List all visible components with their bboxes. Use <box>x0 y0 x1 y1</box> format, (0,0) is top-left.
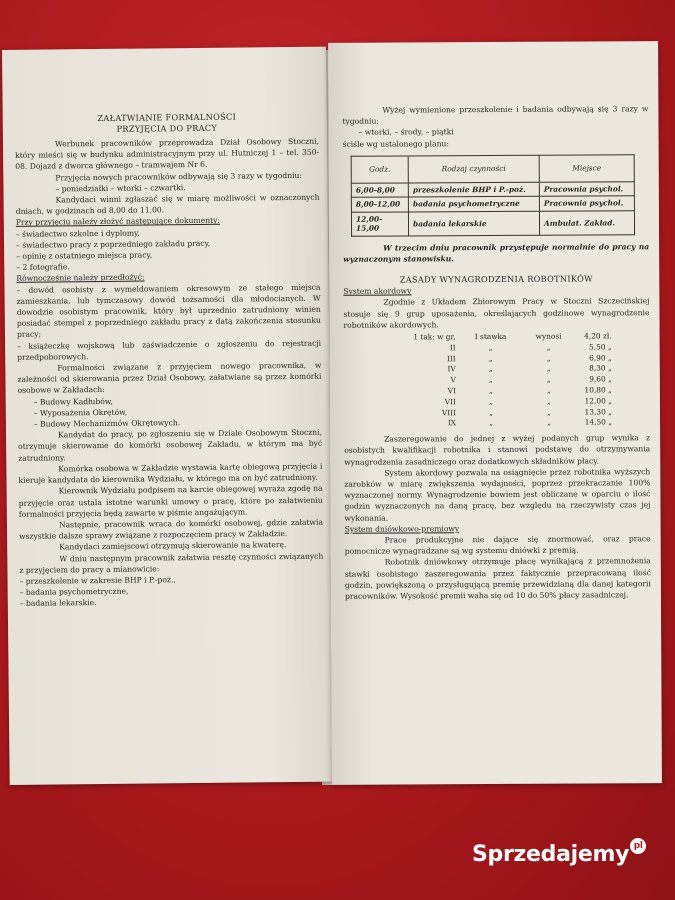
list-item: – badania lekarskie. <box>19 598 97 609</box>
list-item: – książeczkę wojskową lub zaświadczenie o zgłoszeniu do rejestracji przedpoborowych. <box>17 338 322 362</box>
rate-label: „ <box>488 353 493 363</box>
section-heading: Równocześnie należy przedłożyć: <box>16 272 145 284</box>
section-title: ZASADY WYNAGRODZENIA ROBOTNIKÓW <box>399 273 593 285</box>
rate-group: V <box>450 375 456 385</box>
rate-label: „ <box>488 396 493 406</box>
rate-verb: „ <box>546 385 551 395</box>
table-header: Godz. <box>351 156 408 183</box>
rate-value: 12,00 „ <box>584 396 612 406</box>
rate-group: III <box>446 353 456 363</box>
rate-verb: „ <box>547 407 551 417</box>
paragraph: Prace produkcyjne nie dające się znormować, oraz prace pomocnicze wynagradzane są wg systemu dniówki z premią. <box>344 534 651 557</box>
list-item: – świadectwo pracy z poprzedniego zakładu pracy, <box>15 238 211 250</box>
rate-label: „ <box>488 375 493 385</box>
list-item: – świadectwo szkolne i dyplomy, <box>15 228 140 239</box>
watermark-logo <box>472 842 646 867</box>
list-item: – Wyposażenia Okrętów, <box>33 407 128 418</box>
rate-verb: „ <box>546 374 551 384</box>
table-cell: badania lekarskie <box>408 211 539 236</box>
paragraph: ściśle wg ustalonego planu: <box>342 138 449 149</box>
right-page <box>328 41 662 785</box>
paragraph: Komórka osobowa w Zakładzie wystawia kartę obiegową przyjęcia i kieruje kandydata do kierownika Wydziału, w którego ma on być zatrudniony. <box>18 461 323 485</box>
rate-group: VIII <box>441 407 457 417</box>
table-row <box>351 196 634 212</box>
left-page <box>2 47 334 785</box>
rate-value: 9,60 „ <box>589 374 612 384</box>
list-item: – dowód osobisty z wymeldowaniem okresowym ze stałego miejsca zamieszkania, lub tymczasowy dowód tożsamości dla młodocianych. W dowodzie osobistym pracownik, który był uprzednio zatrudniony winien posiadać stempel z poprzedniego zakładu pracy z datą zakończenia stosunku pracy; <box>16 282 321 340</box>
rate-label: „ <box>488 386 493 396</box>
rate-value: 6,90 „ <box>589 353 612 363</box>
paragraph: Wyżej wymienione przeszkolenie i badania odbywają się 3 razy w tygodniu: <box>342 104 649 126</box>
rate-group: II <box>449 343 456 353</box>
rate-group: VII <box>444 397 456 407</box>
paragraph: Zgodnie z Układem Zbiorowym Pracy w Stoczni Szczecińskiej stosuje się 9 grup uposażenia, określających godzinowe wynagrodzenie robotników akordowych. <box>343 296 650 330</box>
paragraph: System akordowy pozwala na osiągnięcie przez robotnika wyższych zarobków w miarę zwiększenia wydajności, poprzez przekraczanie 100% wyznaczonej normy. Wynagrodzenie bowiem jest obliczane w oparciu o ilość godzin wyznaczonych na daną pracę, bez względu na rzeczywisty czas jej wykonania. <box>344 467 651 523</box>
table-cell: Pracownia psychol. <box>539 182 634 197</box>
section-heading: Przy przyjęciu należy złożyć następujące dokumenty: <box>15 216 221 228</box>
paragraph: Kandydaci winni zgłaszać się w miarę możliwości w oznaczonych dniach, w godzinach od 8,00 do 11,00. <box>15 192 320 217</box>
section-heading: System dniówkowo-premiowy <box>344 524 460 534</box>
rate-label: I stawka <box>474 331 507 342</box>
rate-group: 1 tak: w gr. <box>413 332 456 342</box>
rate-label: „ <box>488 342 493 352</box>
rate-value: 13,30 „ <box>584 406 613 417</box>
paragraph: Kandydat do pracy, po zgłoszeniu się w Dziale Osobowym Stoczni, otrzymuje skierowanie do komórki osobowej Zakładu, w którym ma być zatrudniony. <box>18 427 323 463</box>
rate-value: 10,80 „ <box>584 385 612 395</box>
paragraph: Robotnik dniówkowy otrzymuje płacę wynikającą z przemnożenia stawki osobistego zaszeregowania przez faktycznie przepracowaną ilość godzin, powiększoną o przysługującą premię przewidzianą dla danej kategorii pracowników. Wysokość premii waha się od 10 do 50% płacy zasadniczej. <box>344 556 651 601</box>
table-cell: 6,00-8,00 <box>351 183 408 198</box>
paragraph: Kandydaci zamiejscowi otrzymują skierowanie na kwaterę. <box>59 540 287 552</box>
rate-verb: „ <box>546 342 551 352</box>
rate-verb: „ <box>546 364 551 374</box>
table-row <box>351 211 634 236</box>
table-header: Miejsce <box>539 155 634 182</box>
rates-table <box>344 331 651 430</box>
page-title: ZAŁATWIANIE FORMALNOŚCI <box>97 111 237 124</box>
rate-group: IV <box>447 364 456 374</box>
rate-verb: „ <box>546 396 551 406</box>
paragraph: Zaszeregowanie do jednej z wyżej podanych grup wynika z osobistych kwalifikacji robotnika i stanowi podstawę do otrzymywania wynagrodzenia zasadniczego oraz dodatkowych składników płacy. <box>344 433 651 467</box>
paragraph: Przyjęcia nowych pracowników odbywają się 3 razy w tygodniu: <box>55 170 303 183</box>
list-item: – opinię z ostatniego miejsca pracy, <box>16 250 153 261</box>
table-cell: Ambulat. Zakład. <box>539 211 634 235</box>
rate-label: „ <box>488 364 493 374</box>
section-heading: System akordowy <box>343 286 412 297</box>
rate-value: 8,30 „ <box>589 363 612 373</box>
rate-label: „ <box>489 418 493 428</box>
paragraph: Formalności związane z przyjęciem nowego pracownika, w zależności od skierowania przez Dział Osobowy, załatwiane są przez komórki osobowe w Zakładach: <box>17 360 322 396</box>
table-cell: 12,00-15,00 <box>351 212 408 236</box>
watermark-text: Sprzedajemy <box>472 842 630 867</box>
schedule-table <box>351 154 635 236</box>
list-item: – Budowy Mechanizmów Okrętowych. <box>33 418 181 429</box>
paragraph: W trzecim dniu pracownik przystępuje normalnie do pracy na wyznaczonym stanowisku. <box>343 242 650 264</box>
rate-group: IX <box>447 418 457 428</box>
list-item: – przeszkolenie w zakresie BHP i P.-poż., <box>19 575 176 586</box>
list-item: – badania psychometryczne, <box>19 586 129 597</box>
rate-value: 4,20 zł. <box>584 331 612 341</box>
rate-group: VI <box>447 386 456 396</box>
table-header: Rodzaj czynności <box>408 155 539 183</box>
days-list: – poniedziałki – wtorki – czwartki. <box>55 182 186 194</box>
rate-verb: „ <box>546 353 551 363</box>
table-header-row <box>351 155 634 183</box>
watermark-badge: pl <box>630 838 646 854</box>
list-item: – Budowy Kadłubów, <box>33 396 113 407</box>
rate-label: „ <box>489 407 493 417</box>
table-cell: Pracownia psychol. <box>539 196 634 211</box>
table-cell: 8,00-12,00 <box>351 197 408 212</box>
days-list: – wtorki, – środy, – piątki <box>358 127 454 138</box>
rate-value: 14,50 „ <box>584 417 613 427</box>
rate-value: 5,50 „ <box>588 342 612 352</box>
table-row <box>351 182 634 198</box>
table-cell: badania psychometryczne <box>408 197 539 212</box>
rate-verb: wynosi <box>535 331 562 341</box>
paragraph: Werbunek pracowników przeprowadza Dział Osobowy Stoczni, który mieści się w budynku administracyjnym przy ul. Hutniczej 1 – tel. 350-08. Dojazd z dworca głównego – tramwajem Nr 6. <box>15 136 320 172</box>
table-cell: przeszkolenie BHP i P.-poż. <box>408 182 539 197</box>
rate-verb: „ <box>547 418 551 428</box>
paragraph: Kierownik Wydziału podpisem na karcie obiegowej wyraża zgodę na przyjęcie oraz ustala istotne warunki umowy o pracę, które po załatwieniu formalności przyjęcia będą zawarte w piśmie angażującym. <box>18 483 323 519</box>
paragraph: Następnie, pracownik wraca do komórki osobowej, gdzie załatwia wszystkie dalsze sprawy związane z rozpoczęciem pracy w Zakładzie. <box>19 517 324 541</box>
list-item: – 2 fotografie. <box>16 262 70 273</box>
rate-row <box>344 418 650 430</box>
paragraph: W dniu następnym pracownik załatwia resztę czynności związanych z przyjęciem do pracy a mianowicie: <box>19 551 324 575</box>
page-subtitle: PRZYJĘCIA DO PRACY <box>116 122 218 134</box>
